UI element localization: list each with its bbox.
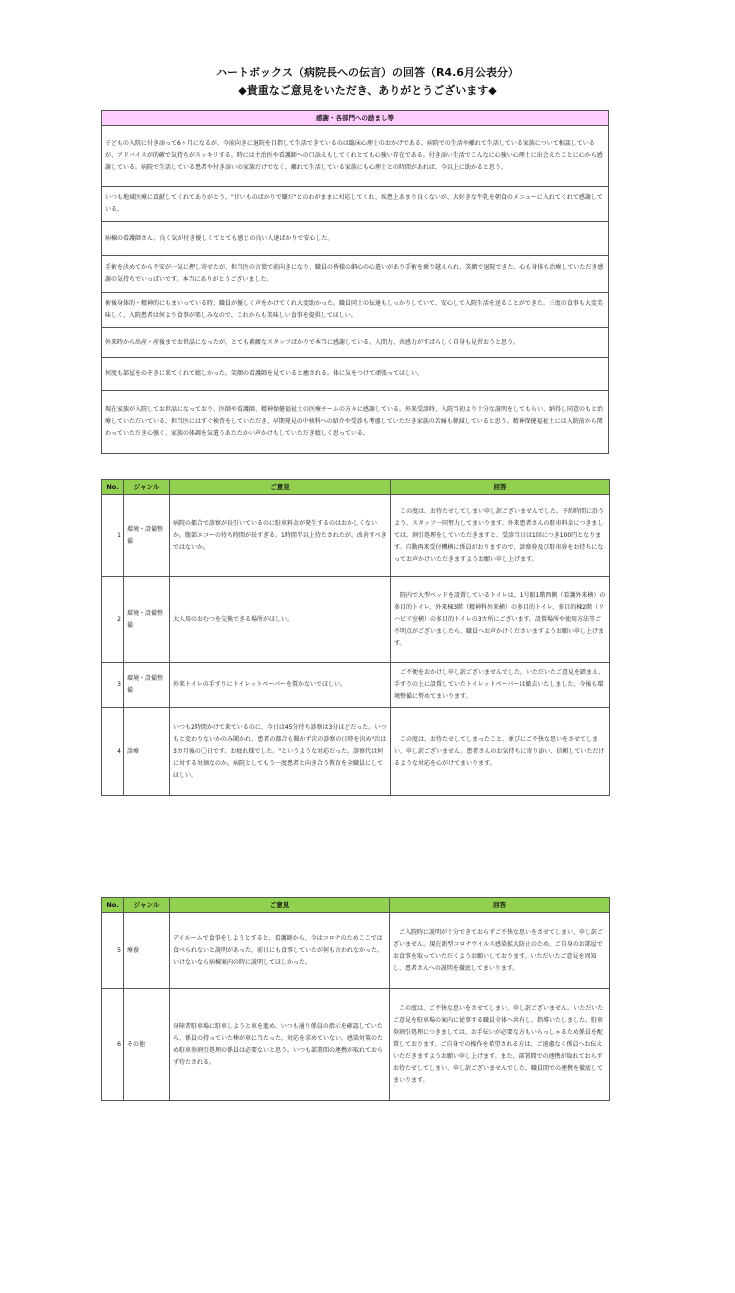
response-table-1 [101,479,610,796]
table-row [102,708,610,796]
header-opinion: ご意見 [170,480,391,495]
row-no: 1 [102,495,124,577]
response-table-2 [101,897,610,1101]
page-title: ハートボックス（病院長への伝言）の回答（R4.6月公表分） [216,66,519,79]
row-genre: 環境・設備整備 [124,663,170,708]
table-row [102,913,610,989]
table-row [102,577,610,663]
row-opinion: 身障者駐車場に駐車しようと車を進め、いつも通り係員の指示を確認していたら、係員の持っていた棒が車に当たった。対応を求めていない。感染対策のため駐車券割引処理の係員は必要ないと思う。いつも部署間の連携が取れておらず待たされる。 [170,989,390,1101]
row-no: 5 [102,913,124,989]
row-opinion: いつも2時間かけて来ているのに、今日は45分待ち診察は3分ほどだった。いつもと変わりないかのみ聞かれ、患者の都合も聞かず次の診察の日時を決め"次は3カ月後の〇日です。お疲れ様でした。"というような対応だった。診察代は何に対する対価なのか。病院としてもう一度患者と向き合う教育を全職員にしてほしい。 [170,708,391,796]
header-answer: 回答 [390,898,610,913]
thanks-item: いつも地域医療に貢献してくれてありがとう。"甘いものばかりで嫌だ"とのわがままに対応してくれ、疾患上あまり良くないが、大好きな牛乳を朝食のメニューに入れてくれて感謝している。 [102,187,609,222]
row-genre: 診療 [124,708,170,796]
page-subtitle: ◆貴重なご意見をいただき、ありがとうございます◆ [238,84,497,97]
header-opinion: ご意見 [170,898,390,913]
table-row [102,663,610,708]
row-answer: この度は、お待たせしてしまい申し訳ございませんでした。予約時間に沿うよう、スタッフ一同努力してまいります。外来患者さんの駐車料金につきましては、割引処理をしていただきますと、受診当日は1回につき100円となります。自動再来受付機横に係員がおりますので、診察券及び駐車券をお持ちになってお声かけいただきますようお願い申し上げます。 [391,495,610,577]
thanks-item: 子どもの入院に付き添って6ヶ月になるが、今前向きに退院を目指して生活できているのは臨床心理士のおかげである。病院での生活や離れて生活している家族について相談しているが、アドバイスが的確で気持ちがスッキリする。時には主治医や看護師への口添えもしてくれとても心強い存在である。付き添い生活でこんなに心強い心理士に出会えたことに心から感謝している。病院で生活している患者や付き添いの家族だけでなく、離れて生活している家族にも心理士との時間があれば、今以上に助かると思う。 [102,126,609,187]
thanks-item: 現在家族が入院してお世話になっており、医師や看護師、精神保健福祉士の医療チームの方々に感謝している。外来受診時、入院当初より十分な説明をしてもらい、納得し同意のもと治療していただいている。担当医にはすぐ検査をしていただき、早期発見の中核科への紹介や受診も考慮していただき家族の苦痛も軽減していると思う。精神保健福祉士には入院前から関わっていただき心強く、家族の体調を気遣うあたたかい声かけもしていただき嬉しく思っている。 [102,391,609,454]
thanks-item: 外来時から出産・産後までお世話になったが、とても素敵なスタッフばかりで本当に感謝している。人間力、共感力がすばらしく自身も見習おうと思う。 [102,328,609,358]
row-answer: ご入院時に説明が十分できておらずご不快な思いをさせてしまい、申し訳ございません。現在新型コロナウイルス感染拡大防止のため、ご自身のお部屋でお食事を取っていただくようお願いしております。いただいたご意見を周知し、患者さんへの説明を徹底してまいります。 [390,913,610,989]
row-no: 4 [102,708,124,796]
row-genre: 環境・設備整備 [124,495,170,577]
row-opinion: 大人用のおむつを交換できる場所がほしい。 [170,577,391,663]
thanks-table [101,110,609,454]
header-genre: ジャンル [124,480,170,495]
table-row [102,989,610,1101]
row-genre: 療養 [124,913,170,989]
header-no: No. [102,898,124,913]
thanks-item: 何度も部屋をのぞきに来てくれて嬉しかった。笑顔の看護師を見ていると癒される。体に気をつけて頑張ってほしい。 [102,358,609,391]
header-answer: 回答 [391,480,610,495]
row-no: 3 [102,663,124,708]
thanks-item: 病棟の看護師さん、良く気が付き優しくてとても感じの良い人達ばかりで安心した。 [102,222,609,256]
row-answer: この度は、ご不快な思いをさせてしまい、申し訳ございません。いただいたご意見を駐車場の案内に従事する職員全体へ共有し、指導いたしました。駐車券割引処理につきましては、お手伝いが必要な方もいらっしゃるため係員を配置しております。ご自身での操作を希望される方は、ご遠慮なく係員へお伝えいただきますようお願い申し上げます。また、部署間での連携が取れておらずお待たせしてしまい、申し訳ございませんでした。職員間での連携を徹底してまいります。 [390,989,610,1101]
row-answer: 院内で大型ベッドを設置しているトイレは、1号館1階西側（看護外来横）の多目的トイレ、外来棟3階（精神科外来横）の多目的トイレ、多目的棟2階（リハビリ室横）の多目的トイレの3カ所にございます。設置場所や使用方法等ご不明点がございましたら、職員へお声かけくださいますようお願い申し上げます。 [391,577,610,663]
row-answer: この度は、お待たせしてしまったこと、並びにご不快な思いをさせてしまい、申し訳ございません。患者さんのお気持ちに寄り添い、信頼していただけるような対応を心がけてまいります。 [391,708,610,796]
header-no: No. [102,480,124,495]
row-opinion: 病院の都合で診察が長引いているのに駐車料金が発生するのはおかしくないか。腹部エコーの待ち時間が長すぎる。1時間半以上待たされたが、改善すべきではないか。 [170,495,391,577]
row-genre: その他 [124,989,170,1101]
header-genre: ジャンル [124,898,170,913]
row-genre: 環境・設備整備 [124,577,170,663]
row-opinion: デイルームで食事をしようとすると、看護師から、今はコロナのためここでは食べられないと説明があった。前日にも食事していたが何も言われなかった。いけないなら病棟案内の時に説明してほしかった。 [170,913,390,989]
thanks-item: 術後身体的・精神的にもまいっている時、職員が優しく声をかけてくれ大変助かった。職員同士の伝達もしっかりしていて、安心して入院生活を送ることができた。三度の食事も大変美味しく、入院患者は何より食事が楽しみなので、これからも美味しい食事を提供してほしい。 [102,293,609,328]
row-opinion: 外来トイレの手すりにトイレットペーパーを置かないでほしい。 [170,663,391,708]
thanks-heading: 感謝・各部門への励まし等 [102,111,609,126]
row-answer: ご不便をおかけし申し訳ございませんでした。いただいたご意見を踏まえ、手すりの上に設置していたトイレットペーパーは撤去いたしました。今後も環境整備に努めてまいります。 [391,663,610,708]
row-no: 6 [102,989,124,1101]
row-no: 2 [102,577,124,663]
table-row [102,495,610,577]
thanks-item: 手術を決めてから不安が一気に押し寄せたが、担当医の言葉で前向きになり、職員の皆様の細心の心遣いがあり手術を乗り越えられ、笑顔で退院できた。心も身体も治療していただき感謝の気持ちでいっぱいです。本当にありがとうございました。 [102,256,609,293]
